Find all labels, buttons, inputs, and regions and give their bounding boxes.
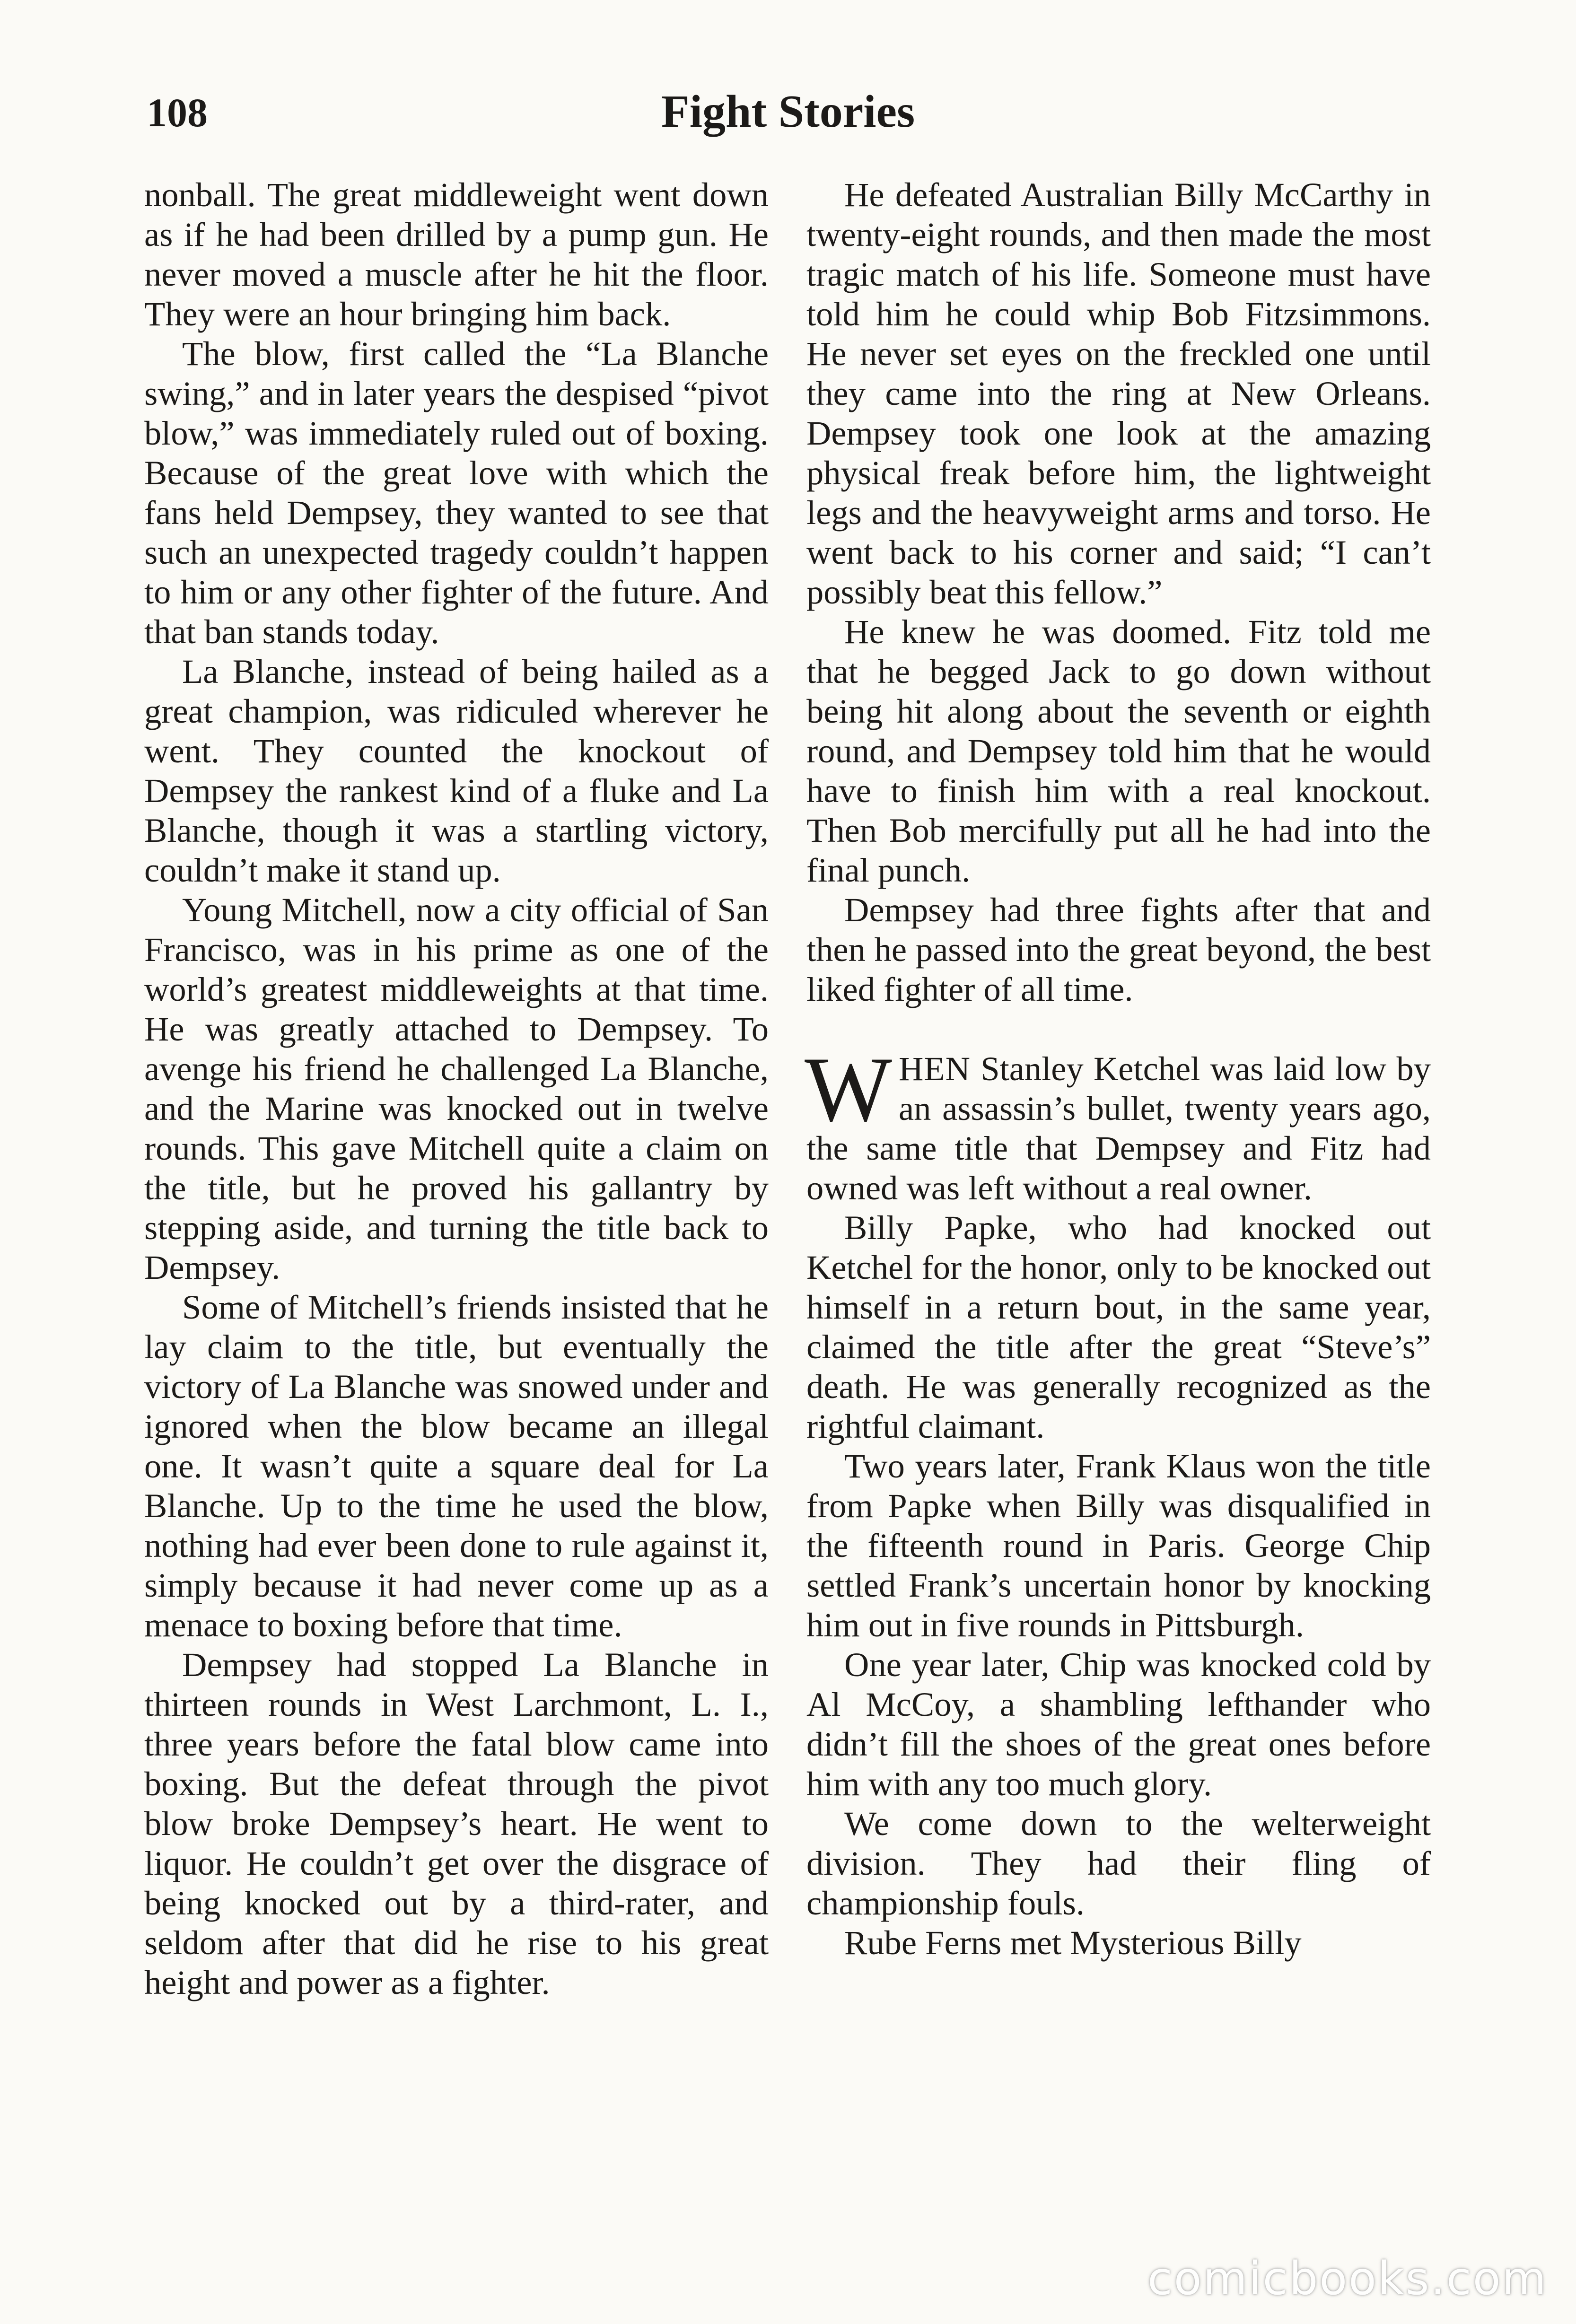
paragraph: Dempsey had three fights after that and then he passed into the great beyond, the best liked fighter of all time.: [806, 891, 1431, 1008]
paragraph: Rube Ferns met Mysterious Billy: [844, 1923, 1302, 1962]
paragraph: The blow, first called the “La Blanche swing,” and in later years the despised “pivot blow,” was immediately ruled out of boxing. Because of the great love with which the fans held Dempsey, they wanted to see that such an unexpected tragedy couldn’t happen to him or any other fighter of the future. And that ban stands today.: [144, 334, 769, 651]
paragraph: Some of Mitchell’s friends insisted that he lay claim to the title, but eventually the victory of La Blanche was snowed under and ignored when the blow became an illegal one. It wasn’t quite a square deal for La Blanche. Up to the time he used the blow, nothing had ever been done to rule against it, simply because it had never come up as a menace to boxing before that time.: [144, 1288, 769, 1644]
paragraph: He knew he was doomed. Fitz told me that he begged Jack to go down without being hit along about the seventh or eighth round, and Dempsey told him that he would have to finish him with a real knockout. Then Bob mercifully put all he had into the final punch.: [806, 612, 1431, 889]
left-column: [144, 175, 769, 2002]
right-column: [806, 175, 1431, 1963]
page-number: 108: [147, 90, 208, 135]
section-break: [806, 1009, 1431, 1049]
section-opening-paragraph: [805, 1038, 1431, 1208]
paragraph: He defeated Australian Billy McCarthy in twenty-eight rounds, and then made the most tragic match of his life. Someone must have told him he could whip Bob Fitzsimmons. He never set eyes on the freckled one until they came into the ring at New Orleans. Dempsey took one look at the amazing physical freak before him, the lightweight legs and the heavyweight arms and torso. He went back to his corner and said; “I can’t possibly beat this fellow.”: [806, 175, 1431, 611]
paragraph: Billy Papke, who had knocked out Ketchel for the honor, only to be knocked out himself in a return bout, in the same year, claimed the title after the great “Steve’s” death. He was generally recognized as the rightful claimant.: [806, 1208, 1431, 1445]
drop-cap: W: [805, 1038, 892, 1141]
paragraph: nonball. The great middleweight went down as if he had been drilled by a pump gun. He never moved a muscle after he hit the floor. They were an hour bringing him back.: [144, 175, 769, 333]
section-opening-text: Stanley Ketchel was laid low by an assassin’s bullet, twenty years ago, the same title that Dempsey and Fitz had owned was left without a real owner.: [806, 1049, 1431, 1207]
paragraph: La Blanche, instead of being hailed as a great champion, was ridiculed wherever he went. They counted the knockout of Dempsey the rankest kind of a fluke and La Blanche, though it was a startling victory, couldn’t make it stand up.: [144, 652, 769, 889]
page-header: [147, 80, 1429, 151]
drop-cap-word-rest: HEN: [899, 1049, 971, 1088]
paragraph: We come down to the welterweight division. They had their fling of championship fouls.: [806, 1804, 1431, 1922]
paragraph: One year later, Chip was knocked cold by Al McCoy, a shambling lefthander who didn’t fill the shoes of the great ones before him with any too much glory.: [806, 1645, 1431, 1803]
paragraph: Young Mitchell, now a city official of San Francisco, was in his prime as one of the world’s greatest middleweights at that time. He was greatly attached to Dempsey. To avenge his friend he challenged La Blanche, and the Marine was knocked out in twelve rounds. This gave Mitchell quite a claim on the title, but he proved his gallantry by stepping aside, and turning the title back to Dempsey.: [144, 891, 769, 1286]
watermark: comicbooks.com: [1147, 2252, 1548, 2305]
paragraph: Dempsey had stopped La Blanche in thirteen rounds in West Larchmont, L. I., three years before the fatal blow came into boxing. But the defeat through the pivot blow broke Dempsey’s heart. He went to liquor. He couldn’t get over the disgrace of being knocked out by a third-rater, and seldom after that did he rise to his great height and power as a fighter.: [144, 1645, 769, 2001]
running-title: Fight Stories: [661, 86, 915, 137]
paragraph: Two years later, Frank Klaus won the title from Papke when Billy was disqualified in the fifteenth round in Paris. George Chip settled Frank’s uncertain honor by knocking him out in five rounds in Pittsburgh.: [806, 1447, 1431, 1644]
